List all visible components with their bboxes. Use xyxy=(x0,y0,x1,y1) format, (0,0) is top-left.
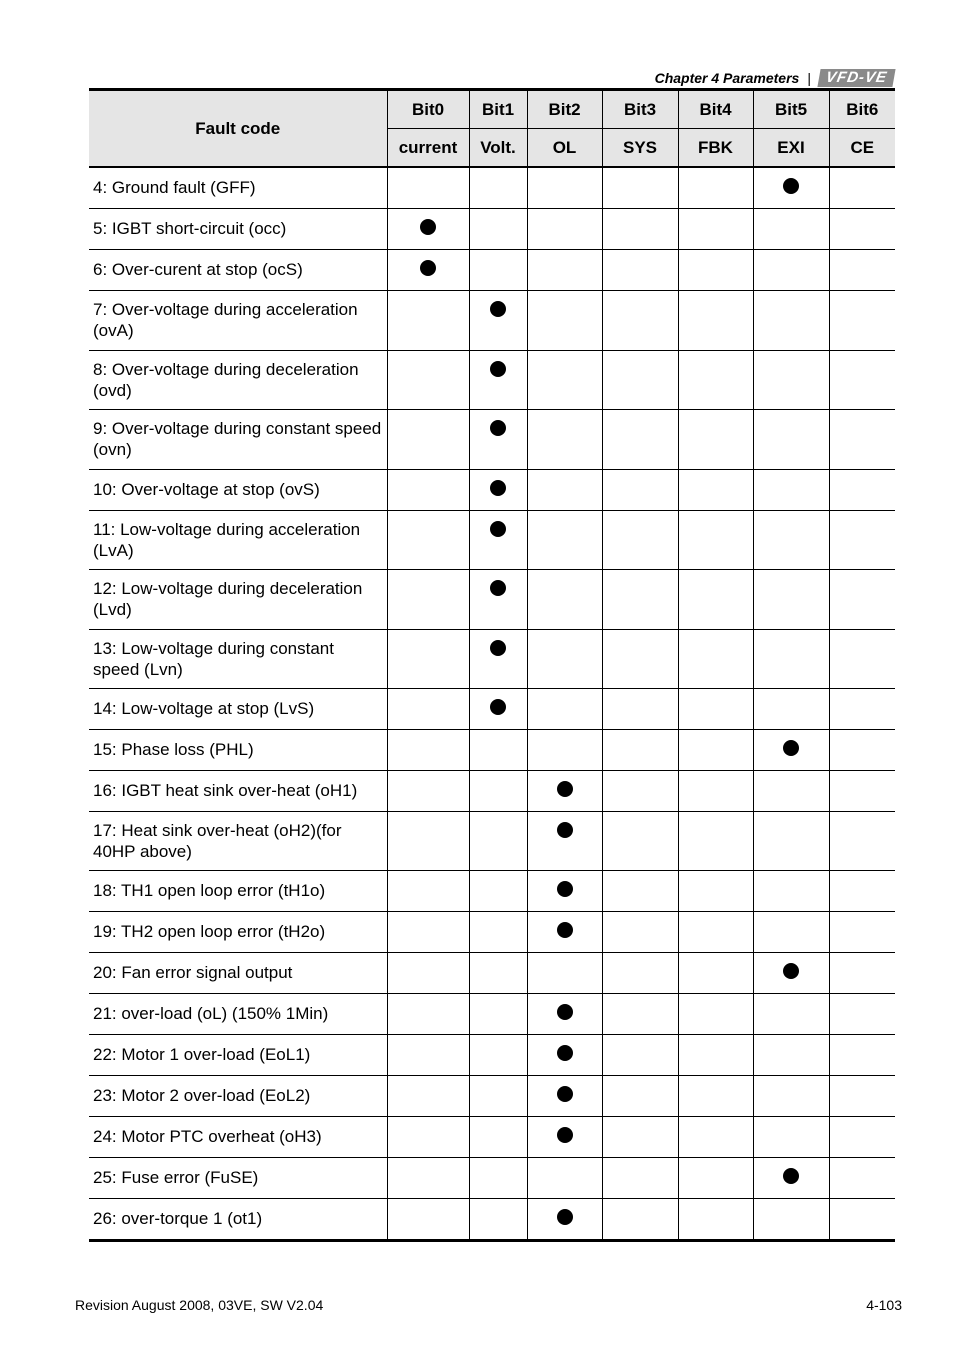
bit-cell xyxy=(527,952,602,993)
bit-cell xyxy=(469,1034,527,1075)
bit-cell xyxy=(527,290,602,350)
bit-cell xyxy=(469,770,527,811)
fault-code-label: 17: Heat sink over-heat (oH2)(for 40HP above) xyxy=(89,811,387,870)
bit-cell xyxy=(829,208,895,249)
bit-cell xyxy=(753,1157,829,1198)
bit-label-header: EXI xyxy=(753,129,829,168)
fault-code-label: 22: Motor 1 over-load (EoL1) xyxy=(89,1034,387,1075)
bit-cell xyxy=(678,350,753,409)
table-row xyxy=(89,249,895,290)
bit-cell xyxy=(829,952,895,993)
filled-circle-icon xyxy=(557,1045,573,1061)
bit-cell xyxy=(753,1034,829,1075)
table-row xyxy=(89,290,895,350)
bit-cell xyxy=(387,1116,469,1157)
bit-cell xyxy=(753,629,829,688)
filled-circle-icon xyxy=(783,178,799,194)
bit-cell xyxy=(678,1116,753,1157)
bit-cell xyxy=(387,1198,469,1240)
table-row xyxy=(89,1075,895,1116)
bit-cell xyxy=(602,729,678,770)
bit-cell xyxy=(602,993,678,1034)
bit-cell xyxy=(602,569,678,629)
table-row xyxy=(89,911,895,952)
table-row xyxy=(89,469,895,510)
bit-cell xyxy=(387,688,469,729)
bit-cell xyxy=(753,510,829,569)
bit-cell xyxy=(469,1075,527,1116)
table-row xyxy=(89,952,895,993)
bit-cell xyxy=(678,1198,753,1240)
fault-code-label: 14: Low-voltage at stop (LvS) xyxy=(89,688,387,729)
bit-name-header: Bit5 xyxy=(753,90,829,129)
bit-cell xyxy=(753,811,829,870)
bit-cell xyxy=(678,911,753,952)
bit-cell xyxy=(602,409,678,469)
fault-code-label: 24: Motor PTC overheat (oH3) xyxy=(89,1116,387,1157)
bit-cell xyxy=(678,811,753,870)
filled-circle-icon xyxy=(557,1209,573,1225)
bit-cell xyxy=(602,1157,678,1198)
header-row-bits xyxy=(89,90,895,129)
fault-code-label: 23: Motor 2 over-load (EoL2) xyxy=(89,1075,387,1116)
bit-cell xyxy=(829,1075,895,1116)
bit-cell xyxy=(678,952,753,993)
bit-cell xyxy=(678,629,753,688)
fault-code-label: 6: Over-curent at stop (ocS) xyxy=(89,249,387,290)
bit-cell xyxy=(829,688,895,729)
bit-cell xyxy=(469,208,527,249)
bit-cell xyxy=(527,1198,602,1240)
fault-code-label: 19: TH2 open loop error (tH2o) xyxy=(89,911,387,952)
bit-cell xyxy=(678,167,753,208)
bit-cell xyxy=(602,811,678,870)
bit-cell xyxy=(527,1034,602,1075)
bit-cell xyxy=(753,208,829,249)
bit-cell xyxy=(753,249,829,290)
bit-cell xyxy=(753,952,829,993)
bit-label-header: OL xyxy=(527,129,602,168)
bit-cell xyxy=(829,409,895,469)
page-number: 4-103 xyxy=(866,1297,902,1313)
bit-cell xyxy=(829,290,895,350)
bit-cell xyxy=(753,870,829,911)
bit-cell xyxy=(602,208,678,249)
table-row xyxy=(89,1198,895,1240)
filled-circle-icon xyxy=(557,1086,573,1102)
filled-circle-icon xyxy=(490,640,506,656)
fault-code-label: 4: Ground fault (GFF) xyxy=(89,167,387,208)
bit-cell xyxy=(602,290,678,350)
bit-cell xyxy=(829,569,895,629)
filled-circle-icon xyxy=(420,260,436,276)
bit-cell xyxy=(387,770,469,811)
bit-cell xyxy=(753,688,829,729)
bit-cell xyxy=(387,208,469,249)
table-row xyxy=(89,770,895,811)
bit-cell xyxy=(678,1034,753,1075)
bit-cell xyxy=(602,1075,678,1116)
bit-cell xyxy=(469,1198,527,1240)
bit-cell xyxy=(829,249,895,290)
bit-cell xyxy=(678,409,753,469)
table-row xyxy=(89,870,895,911)
fault-code-label: 20: Fan error signal output xyxy=(89,952,387,993)
bit-cell xyxy=(753,911,829,952)
fault-code-label: 26: over-torque 1 (ot1) xyxy=(89,1198,387,1240)
fault-code-label: 9: Over-voltage during constant speed (ovn) xyxy=(89,409,387,469)
fault-code-table xyxy=(89,88,895,1242)
bit-cell xyxy=(527,167,602,208)
bit-cell xyxy=(602,510,678,569)
filled-circle-icon xyxy=(490,301,506,317)
bit-cell xyxy=(387,290,469,350)
bit-cell xyxy=(829,911,895,952)
table-row xyxy=(89,1034,895,1075)
bit-cell xyxy=(469,167,527,208)
bit-cell xyxy=(602,167,678,208)
filled-circle-icon xyxy=(557,822,573,838)
bit-cell xyxy=(469,952,527,993)
table-row xyxy=(89,629,895,688)
bit-cell xyxy=(387,510,469,569)
bit-cell xyxy=(678,1157,753,1198)
bit-cell xyxy=(527,510,602,569)
bit-cell xyxy=(753,569,829,629)
table-row xyxy=(89,688,895,729)
page-header xyxy=(655,67,894,89)
bit-label-header: Volt. xyxy=(469,129,527,168)
bit-cell xyxy=(387,249,469,290)
bit-cell xyxy=(387,569,469,629)
table-row xyxy=(89,1157,895,1198)
table-row xyxy=(89,1116,895,1157)
bit-cell xyxy=(753,350,829,409)
bit-cell xyxy=(469,911,527,952)
bit-cell xyxy=(678,1075,753,1116)
bit-cell xyxy=(602,1116,678,1157)
bit-cell xyxy=(387,167,469,208)
bit-cell xyxy=(602,1198,678,1240)
filled-circle-icon xyxy=(557,781,573,797)
bit-cell xyxy=(829,1198,895,1240)
bit-cell xyxy=(469,629,527,688)
header-separator: | xyxy=(807,70,811,86)
bit-cell xyxy=(387,629,469,688)
bit-cell xyxy=(527,208,602,249)
bit-cell xyxy=(527,729,602,770)
product-logo: VFD-VE xyxy=(817,69,895,87)
bit-cell xyxy=(469,249,527,290)
fault-code-label: 16: IGBT heat sink over-heat (oH1) xyxy=(89,770,387,811)
table-row xyxy=(89,350,895,409)
bit-cell xyxy=(753,409,829,469)
filled-circle-icon xyxy=(557,1127,573,1143)
fault-code-label: 21: over-load (oL) (150% 1Min) xyxy=(89,993,387,1034)
bit-name-header: Bit4 xyxy=(678,90,753,129)
bit-cell xyxy=(678,290,753,350)
bit-cell xyxy=(387,911,469,952)
filled-circle-icon xyxy=(420,219,436,235)
bit-name-header: Bit3 xyxy=(602,90,678,129)
bit-cell xyxy=(829,629,895,688)
bit-cell xyxy=(527,629,602,688)
bit-cell xyxy=(602,952,678,993)
bit-cell xyxy=(678,770,753,811)
bit-cell xyxy=(387,1034,469,1075)
bit-label-header: current xyxy=(387,129,469,168)
bit-cell xyxy=(829,1034,895,1075)
bit-cell xyxy=(678,469,753,510)
bit-cell xyxy=(602,870,678,911)
bit-cell xyxy=(527,1075,602,1116)
bit-cell xyxy=(602,249,678,290)
filled-circle-icon xyxy=(557,922,573,938)
bit-cell xyxy=(527,911,602,952)
bit-cell xyxy=(387,1157,469,1198)
bit-cell xyxy=(387,870,469,911)
filled-circle-icon xyxy=(783,740,799,756)
filled-circle-icon xyxy=(490,361,506,377)
bit-cell xyxy=(527,469,602,510)
fault-code-label: 5: IGBT short-circuit (occ) xyxy=(89,208,387,249)
bit-cell xyxy=(527,770,602,811)
bit-cell xyxy=(469,569,527,629)
bit-cell xyxy=(602,629,678,688)
table-row xyxy=(89,993,895,1034)
bit-cell xyxy=(678,870,753,911)
filled-circle-icon xyxy=(490,699,506,715)
fault-code-label: 12: Low-voltage during deceleration (Lvd) xyxy=(89,569,387,629)
bit-cell xyxy=(829,1116,895,1157)
fault-code-label: 11: Low-voltage during acceleration (LvA) xyxy=(89,510,387,569)
filled-circle-icon xyxy=(783,963,799,979)
bit-cell xyxy=(527,1116,602,1157)
bit-name-header: Bit6 xyxy=(829,90,895,129)
table-row xyxy=(89,208,895,249)
bit-cell xyxy=(469,469,527,510)
bit-name-header: Bit1 xyxy=(469,90,527,129)
bit-cell xyxy=(469,510,527,569)
bit-cell xyxy=(469,1157,527,1198)
bit-cell xyxy=(602,1034,678,1075)
bit-cell xyxy=(387,350,469,409)
bit-cell xyxy=(527,409,602,469)
filled-circle-icon xyxy=(783,1168,799,1184)
bit-cell xyxy=(387,952,469,993)
bit-cell xyxy=(829,993,895,1034)
bit-label-header: FBK xyxy=(678,129,753,168)
table-row xyxy=(89,811,895,870)
bit-cell xyxy=(829,729,895,770)
bit-cell xyxy=(469,350,527,409)
bit-cell xyxy=(602,688,678,729)
fault-rows xyxy=(89,167,895,1240)
bit-cell xyxy=(678,510,753,569)
filled-circle-icon xyxy=(557,1004,573,1020)
bit-cell xyxy=(829,811,895,870)
bit-cell xyxy=(387,1075,469,1116)
table-row xyxy=(89,729,895,770)
bit-cell xyxy=(678,569,753,629)
bit-cell xyxy=(527,249,602,290)
filled-circle-icon xyxy=(490,480,506,496)
bit-cell xyxy=(753,770,829,811)
bit-cell xyxy=(469,290,527,350)
bit-cell xyxy=(469,993,527,1034)
bit-cell xyxy=(527,688,602,729)
bit-cell xyxy=(678,729,753,770)
bit-cell xyxy=(527,811,602,870)
bit-cell xyxy=(602,770,678,811)
bit-cell xyxy=(753,993,829,1034)
bit-cell xyxy=(753,729,829,770)
bit-cell xyxy=(753,167,829,208)
bit-cell xyxy=(527,870,602,911)
bit-cell xyxy=(469,811,527,870)
bit-cell xyxy=(469,729,527,770)
bit-cell xyxy=(829,770,895,811)
filled-circle-icon xyxy=(490,580,506,596)
bit-cell xyxy=(829,1157,895,1198)
bit-name-header: Bit2 xyxy=(527,90,602,129)
bit-cell xyxy=(387,811,469,870)
bit-cell xyxy=(602,469,678,510)
bit-label-header: CE xyxy=(829,129,895,168)
filled-circle-icon xyxy=(490,420,506,436)
bit-cell xyxy=(753,1116,829,1157)
bit-cell xyxy=(469,1116,527,1157)
bit-cell xyxy=(678,249,753,290)
bit-cell xyxy=(527,1157,602,1198)
bit-cell xyxy=(678,688,753,729)
bit-cell xyxy=(469,688,527,729)
bit-cell xyxy=(753,469,829,510)
table-row xyxy=(89,409,895,469)
bit-cell xyxy=(387,729,469,770)
bit-cell xyxy=(753,1198,829,1240)
bit-name-header: Bit0 xyxy=(387,90,469,129)
bit-cell xyxy=(829,469,895,510)
fault-code-label: 7: Over-voltage during acceleration (ovA) xyxy=(89,290,387,350)
bit-cell xyxy=(527,993,602,1034)
chapter-title: Chapter 4 Parameters xyxy=(654,70,800,86)
filled-circle-icon xyxy=(557,881,573,897)
fault-code-label: 8: Over-voltage during deceleration (ovd) xyxy=(89,350,387,409)
bit-cell xyxy=(469,870,527,911)
fault-code-label: 15: Phase loss (PHL) xyxy=(89,729,387,770)
table-row xyxy=(89,167,895,208)
fault-code-label: 18: TH1 open loop error (tH1o) xyxy=(89,870,387,911)
bit-cell xyxy=(753,1075,829,1116)
bit-cell xyxy=(527,569,602,629)
bit-label-header: SYS xyxy=(602,129,678,168)
bit-cell xyxy=(829,510,895,569)
bit-cell xyxy=(469,409,527,469)
table-row xyxy=(89,569,895,629)
bit-cell xyxy=(829,350,895,409)
bit-cell xyxy=(387,409,469,469)
bit-cell xyxy=(678,993,753,1034)
table-row xyxy=(89,510,895,569)
bit-cell xyxy=(829,870,895,911)
bit-cell xyxy=(527,350,602,409)
fault-code-label: 25: Fuse error (FuSE) xyxy=(89,1157,387,1198)
bit-cell xyxy=(678,208,753,249)
bit-cell xyxy=(602,911,678,952)
fault-code-header: Fault code xyxy=(89,90,387,168)
bit-cell xyxy=(602,350,678,409)
fault-code-label: 10: Over-voltage at stop (ovS) xyxy=(89,469,387,510)
bit-cell xyxy=(829,167,895,208)
filled-circle-icon xyxy=(490,521,506,537)
revision-footer: Revision August 2008, 03VE, SW V2.04 xyxy=(75,1297,324,1313)
bit-cell xyxy=(387,469,469,510)
bit-cell xyxy=(753,290,829,350)
bit-cell xyxy=(387,993,469,1034)
fault-code-label: 13: Low-voltage during constant speed (Lvn) xyxy=(89,629,387,688)
